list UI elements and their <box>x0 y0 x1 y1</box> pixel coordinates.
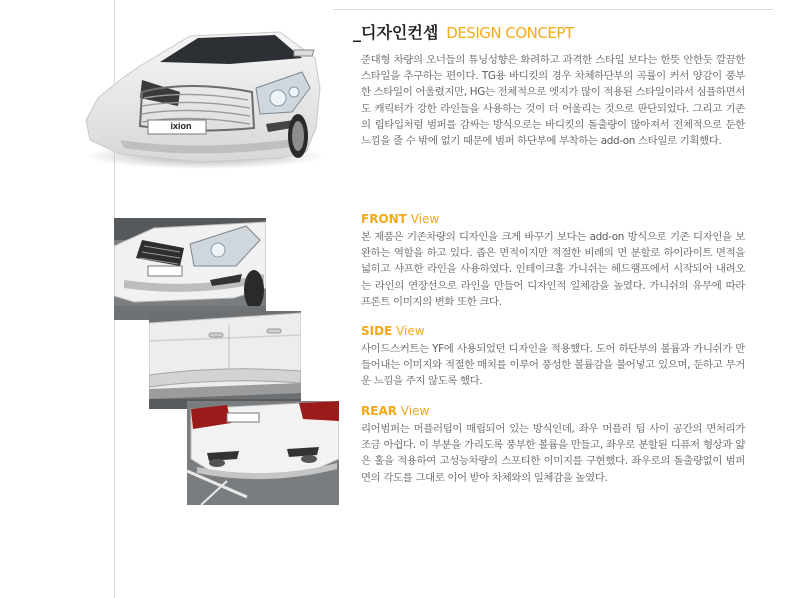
front-keyword: FRONT <box>361 212 407 226</box>
front-view-photo <box>114 218 266 320</box>
title-korean: _디자인컨셉 <box>353 23 439 42</box>
title-english: DESIGN CONCEPT <box>446 24 574 42</box>
side-view-label: View <box>396 324 425 338</box>
side-view-heading <box>361 324 425 338</box>
hero-car-image <box>80 28 325 170</box>
rear-view-label: View <box>400 404 430 418</box>
page-title <box>353 20 574 42</box>
side-view-photo <box>149 311 301 409</box>
rear-keyword: REAR <box>361 404 397 418</box>
front-view-label: View <box>410 212 440 226</box>
front-view-paragraph: 본 제품은 기존차량의 디자인을 크게 바꾸기 보다는 add-on 방식으로 기존 디자인을 보완하는 역할을 하고 있다. 좁은 면적이지만 적절한 비례의 면 분할로 하이라이트 면적을 넓히고 샤프한 라인을 사용하였다. 인테이크홀 가니쉬는 헤드램프에서 시작되어 내려오는 라인의 연장선으로 라인을 만들어 디자인적 일체감을 높였다. 가니쉬의 유무에 따라 프론트 이미지의 변화 또한 크다. <box>361 231 745 308</box>
intro-paragraph: 준대형 차량의 오너들의 튜닝성향은 화려하고 과격한 스타일 보다는 한뜻 안한듯 깔끔한 스타일을 추구하는 편이다. TG용 바디킷의 경우 차체하단부의 곡률이 커서 양감이 풍부한 스타일이 어울렸지만, HG는 전체적으로 엣지가 많이 적용된 스타일이라서 심플하면서도 캐릭터가 강한 라인들을 사용하는 것이 더 어울리는 것으로 판단되었다. 그리고 기존의 립타입처럼 범퍼를 감싸는 방식으로는 바디킷의 돌출량이 많아져서 전체적으로 둔한 느낌을 줄 수 밖에 없기 때문에 범퍼 하단부에 부착하는 add-on 스타일로 기획했다. <box>361 54 745 148</box>
side-keyword: SIDE <box>361 324 393 338</box>
license-plate-text: ixion <box>170 121 192 131</box>
side-view-paragraph: 사이드스커트는 YF에 사용되었던 디자인을 적용했다. 도어 하단부의 볼륨과 가니쉬가 만들어내는 이미지와 적절한 매치를 이루어 풍성한 볼륨감을 불어넣고 있으며, 둔하고 무거운 느낌을 주지 않도록 했다. <box>361 343 745 388</box>
front-view-heading <box>361 212 439 226</box>
top-divider-line <box>333 9 773 10</box>
rear-view-heading <box>361 404 429 418</box>
rear-view-paragraph: 리어범퍼는 머플러팁이 매립되어 있는 방식인데, 좌우 머플러 팁 사이 공간의 면처리가 조금 아쉽다. 이 부분을 가리도록 풍부한 볼륨을 만들고, 좌우로 분할된 디퓨저 형상과 얇은 홀을 적용하여 고성능차량의 스포티한 이미지를 구현했다. 좌우로의 돌출량없이 범퍼 면의 각도를 그대로 이어 받아 차체와의 일체감을 높였다. <box>361 423 745 484</box>
rear-view-photo <box>187 401 339 505</box>
